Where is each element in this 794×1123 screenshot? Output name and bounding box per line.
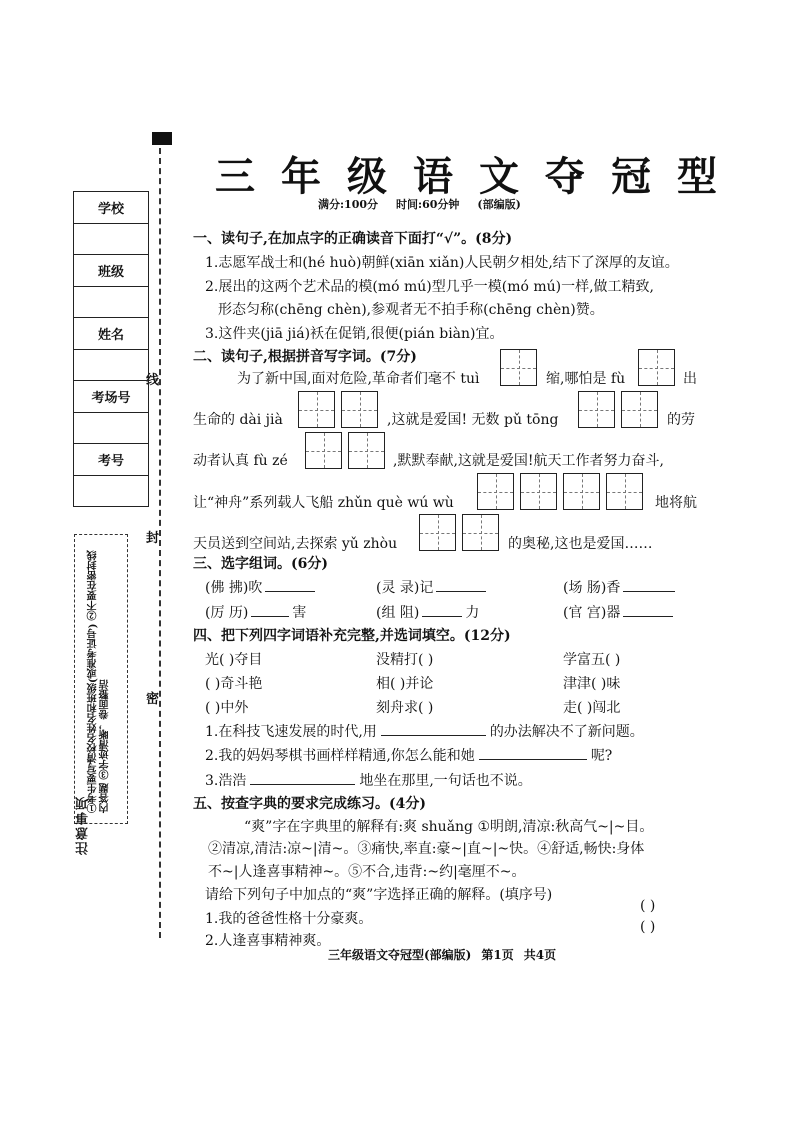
s4-q2-after: 呢? [590, 748, 613, 764]
s2-row-1a: 为了新中国,面对危险,革命者们毫不 tuì [237, 371, 480, 387]
answer-blank[interactable] [265, 579, 315, 592]
s4-q1-after: 的办法解决不了新问题。 [489, 724, 644, 740]
time-limit: 时间:60分钟 [396, 198, 460, 211]
tianzige-yuzhou[interactable] [419, 514, 505, 551]
footer-page: 第1页 [481, 948, 514, 962]
student-info-table [73, 191, 149, 507]
seal-char-xian: 线 [146, 366, 159, 391]
field-class[interactable] [74, 287, 148, 319]
tianzige-cell[interactable] [563, 473, 600, 510]
s3-item-4-suffix: 害 [292, 605, 307, 621]
seal-char-mi: 密 [146, 685, 159, 710]
full-score: 满分:100分 [318, 198, 379, 211]
s2-row-5b: 的奥秘,这也是爱国…… [508, 536, 653, 552]
tianzige-cell[interactable] [298, 391, 335, 428]
s1-heading: 一、读句子,在加点字的正确读音下面打“√”。(8分) [193, 231, 513, 247]
s3-heading: 三、选字组词。(6分) [193, 556, 328, 572]
s4-word-5: 相( )并论 [376, 676, 434, 692]
s5-instruction: 请给下列句子中加点的“爽”字选择正确的解释。(填序号) [205, 887, 553, 903]
answer-blank[interactable] [250, 772, 355, 785]
notes-text: ①考生要写清校名姓名和班级(或准考证号) ②不要在密封线内答题 ③字迹清晰，卷面整洁 [88, 550, 111, 813]
s3-item-5 [376, 602, 479, 622]
s5-para-1: “爽”字在字典里的解释有:爽 shuǎng ①明朗,清凉:秋高气~|~目。 [244, 819, 654, 835]
s2-row-1b: 缩,哪怕是 fù [546, 371, 626, 387]
tianzige-cell[interactable] [348, 432, 385, 469]
tianzige-cell[interactable] [305, 432, 342, 469]
s3-item-4 [205, 602, 306, 622]
s5-heading: 五、按查字典的要求完成练习。(4分) [193, 796, 426, 812]
s4-heading: 四、把下列四字词语补充完整,并选词填空。(12分) [193, 628, 511, 644]
tianzige-cell[interactable] [606, 473, 643, 510]
tianzige-cell[interactable] [638, 349, 675, 386]
answer-blank[interactable] [251, 604, 289, 617]
s4-question-2 [205, 745, 612, 765]
binding-marker [152, 132, 172, 145]
page-title: 三年级语文夺冠型 [215, 153, 743, 200]
s2-row-1c: 出 [683, 371, 697, 387]
notes-title: 注意事项 [76, 795, 91, 855]
s1-line-4: 3.这件夹(jiā jiá)袄在促销,很便(pián biàn)宜。 [205, 326, 504, 342]
s5-para-3: 不~|人逢喜事精神~。⑤不合,违背:~约|毫厘不~。 [208, 864, 526, 880]
s3-item-3-text: (场 肠)香 [563, 580, 621, 596]
s3-item-2-text: (灵 录)记 [376, 580, 434, 596]
edition: (部编版) [477, 198, 521, 211]
field-school[interactable] [74, 224, 148, 256]
s4-word-6: 津津( )味 [563, 676, 621, 692]
tianzige-cell[interactable] [419, 514, 456, 551]
tianzige-cell[interactable] [578, 391, 615, 428]
tianzige-tuisuo[interactable] [500, 349, 543, 386]
s4-q2-before: 2.我的妈妈琴棋书画样样精通,你怎么能和她 [205, 748, 475, 764]
s2-row-2a: 生命的 dài jià [193, 412, 283, 428]
s3-item-6-text: (官 宫)器 [563, 605, 621, 621]
s3-item-5-suffix: 力 [465, 605, 480, 621]
s3-item-5-text: (组 阻) [376, 605, 420, 621]
answer-blank[interactable] [436, 579, 486, 592]
tianzige-daijia[interactable] [298, 391, 384, 428]
answer-blank[interactable] [422, 604, 462, 617]
s4-question-3 [205, 770, 532, 790]
s5-answer-2-paren[interactable]: ( ) [640, 919, 656, 935]
s3-item-4-text: (厉 历) [205, 605, 249, 621]
tianzige-cell[interactable] [621, 391, 658, 428]
s4-q1-before: 1.在科技飞速发展的时代,用 [205, 724, 377, 740]
tianzige-cell[interactable] [477, 473, 514, 510]
s4-q3-after: 地坐在那里,一句话也不说。 [359, 773, 532, 789]
s2-row-5a: 天员送到空间站,去探索 yǔ zhòu [193, 536, 398, 552]
s5-answer-2: 2.人逢喜事精神爽。 [205, 933, 331, 949]
s3-item-1-text: (佛 拂)吹 [205, 580, 263, 596]
s2-row-4a: 让“神舟”系列载人飞船 zhǔn què wú wù [193, 495, 454, 511]
seal-line [159, 148, 161, 938]
footer-title: 三年级语文夺冠型(部编版) [328, 948, 472, 962]
answer-blank[interactable] [623, 579, 675, 592]
s4-q3-before: 3.浩浩 [205, 773, 247, 789]
s1-line-1: 1.志愿军战士和(hé huò)朝鲜(xiān xiǎn)人民朝夕相处,结下了深厚的友谊。 [205, 255, 679, 271]
s2-row-2c: 的劳 [667, 412, 695, 428]
s4-word-3: 学富五( ) [563, 652, 621, 668]
seal-char-feng: 封 [146, 524, 159, 549]
tianzige-zhunquewuwu[interactable] [477, 473, 649, 510]
s4-word-9: 走( )闯北 [563, 700, 621, 716]
s2-row-2b: ,这就是爱国! 无数 pǔ tōng [387, 412, 559, 428]
s1-line-3: 形态匀称(chēng chèn),参观者无不拍手称(chēng chèn)赞。 [218, 302, 604, 318]
label-name: 姓名 [74, 318, 148, 350]
s4-word-4: ( )奇斗艳 [205, 676, 263, 692]
field-exam-room[interactable] [74, 413, 148, 445]
s2-row-4b: 地将航 [655, 495, 697, 511]
tianzige-cell[interactable] [462, 514, 499, 551]
s4-word-1: 光( )夺目 [205, 652, 263, 668]
label-school: 学校 [74, 192, 148, 224]
s5-para-2: ②清凉,清洁:凉~|清~。③痛快,率直:豪~|直~|~快。④舒适,畅快:身体 [208, 841, 645, 857]
label-exam-room: 考场号 [74, 381, 148, 413]
s3-item-6 [563, 602, 673, 622]
s4-word-7: ( )中外 [205, 700, 249, 716]
answer-blank[interactable] [381, 723, 486, 736]
s2-row-3a: 动者认真 fù zé [193, 453, 288, 469]
tianzige-cell[interactable] [520, 473, 557, 510]
answer-blank[interactable] [623, 604, 673, 617]
s5-answer-1: 1.我的爸爸性格十分豪爽。 [205, 911, 373, 927]
tianzige-cell[interactable] [500, 349, 537, 386]
s5-answer-1-paren[interactable]: ( ) [640, 898, 656, 914]
tianzige-putong[interactable] [578, 391, 664, 428]
s2-heading: 二、读句子,根据拼音写字词。(7分) [193, 349, 417, 365]
exam-info [318, 196, 539, 212]
field-exam-number[interactable] [74, 476, 148, 508]
tianzige-fu[interactable] [638, 349, 681, 386]
s3-item-1 [205, 577, 315, 597]
footer-total: 共4页 [523, 948, 557, 962]
tianzige-fuze[interactable] [305, 432, 391, 469]
s4-word-2: 没精打( ) [376, 652, 434, 668]
label-exam-number: 考号 [74, 444, 148, 476]
s3-item-3 [563, 577, 675, 597]
s2-row-3b: ,默默奉献,这就是爱国!航天工作者努力奋斗, [393, 453, 664, 469]
s3-item-2 [376, 577, 486, 597]
label-class: 班级 [74, 255, 148, 287]
answer-blank[interactable] [479, 747, 587, 760]
field-name[interactable] [74, 350, 148, 382]
s4-word-8: 刻舟求( ) [376, 700, 434, 716]
s1-line-2: 2.展出的这两个艺术品的模(mó mú)型几乎一模(mó mú)一样,做工精致, [205, 279, 654, 295]
page-footer [328, 946, 566, 963]
s4-question-1 [205, 721, 644, 741]
tianzige-cell[interactable] [341, 391, 378, 428]
